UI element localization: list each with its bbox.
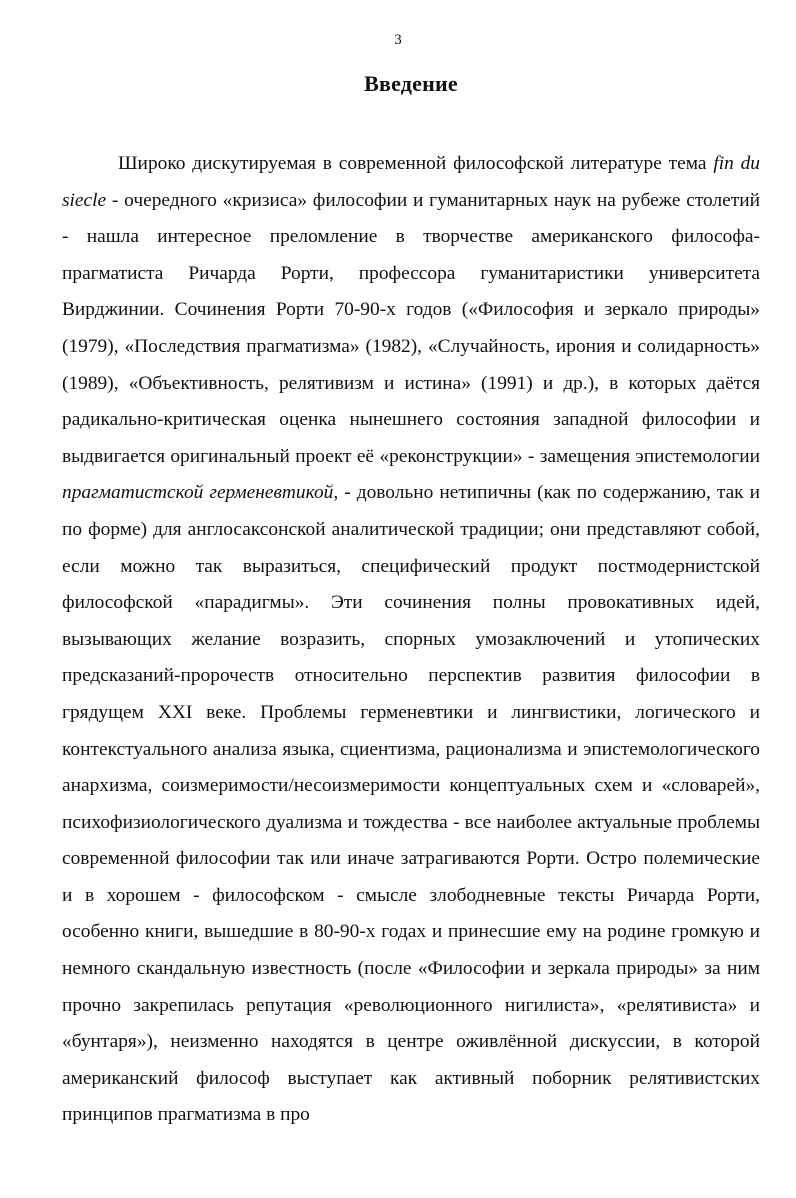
paragraph-text-2: - очередного «кризиса» философии и гуманитарных наук на рубеже столетий - нашла интересное преломление в творчестве американского философа-прагматиста Ричарда Рорти, профессора гуманитаристики университета Вирджинии. Сочинения Рорти 70-90-х годов («Философия и зеркало природы» (1979), «Последствия прагматизма» (1982), «Случайность, ирония и солидарность» (1989), «Объективность, релятивизм и истина» (1991) и др.), в которых даётся радикально-критическая оценка нынешнего состояния западной философии и выдвигается оригинальный проект её «реконструкции» - замещения эпистемологии — [62, 189, 760, 467]
paragraph-text-1: Широко дискутируемая в современной философской литературе тема — [118, 153, 714, 174]
paragraph-text-3: , - довольно нетипичны (как по содержанию, так и по форме) для англосаксонской аналитической традиции; они представляют собой, если можно так выразиться, специфический продукт постмодернистской философской «парадигмы». Эти сочинения полны провокативных идей, вызывающих желание возразить, спорных умозаключений и утопических предсказаний-пророчеств относительно перспектив развития философии в грядущем XXI веке. Проблемы герменевтики и лингвистики, логического и контекстуального анализа языка, сциентизма, рационализма и эпистемологического анархизма, соизмеримости/несоизмеримости концептуальных схем и «словарей», психофизиологического дуализма и тождества - все наиболее актуальные проблемы современной философии так или иначе затрагиваются Рорти. Остро полемические и в хорошем - философском - смысле злободневные тексты Ричарда Рорти, особенно книги, вышедшие в 80-90-х годах и принесшие ему на родине громкую и немного скандальную известность (после «Философии и зеркала природы» за ним прочно закрепилась репутация «революционного нигилиста», «релятивиста» и «бунтаря»), неизменно находятся в центре оживлённой дискуссии, в которой американский философ выступает как активный поборник релятивистских принципов прагматизма в про — [62, 482, 761, 1126]
body-paragraph — [62, 146, 760, 1134]
paragraph-italic-1: fin du siecle — [62, 153, 760, 211]
page-title: Введение — [364, 71, 458, 96]
page-number: 3 — [394, 32, 402, 48]
paragraph-italic-2: прагматистской герменевтикой — [62, 482, 334, 504]
